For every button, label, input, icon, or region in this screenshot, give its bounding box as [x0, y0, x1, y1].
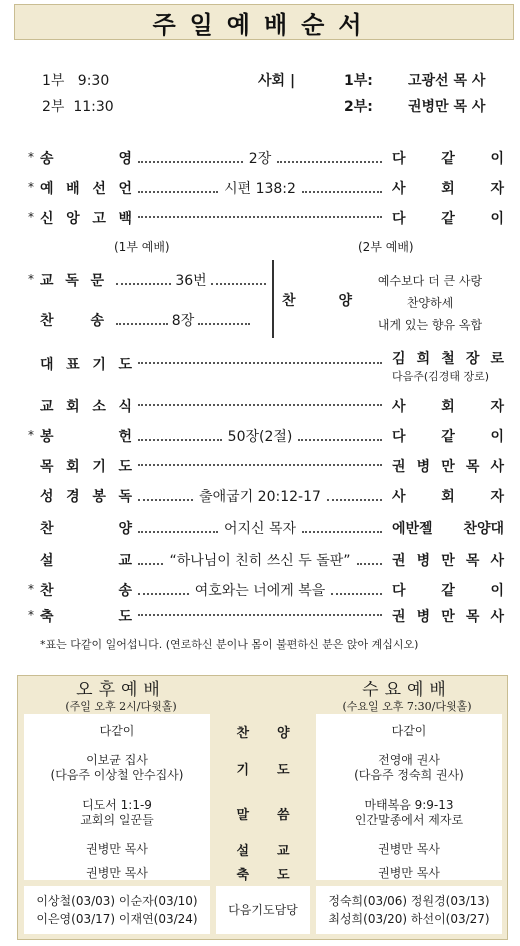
wednesday-service-title: 수요예배 [362, 680, 452, 700]
dotted-leader [211, 275, 266, 285]
char: 설 [40, 553, 54, 569]
char: 사 [392, 181, 406, 197]
anthem-line: 찬양하세 [406, 296, 454, 310]
hymn-name [40, 310, 104, 330]
char: 이 [490, 211, 504, 227]
anthem-lines [360, 270, 500, 336]
order-item-value: 여호와는 너에게 복을 [194, 583, 326, 599]
second-service-label: 2부 [42, 99, 65, 115]
first-service-header: (1부 예배) [114, 240, 170, 254]
dotted-leader [116, 315, 168, 325]
char: 헌 [118, 429, 132, 445]
char: 예 [40, 181, 54, 197]
dotted-leader [302, 183, 382, 193]
char: 이 [490, 151, 504, 167]
char: 이 [490, 583, 504, 599]
order-item-detail [136, 550, 384, 570]
char: 송 [90, 313, 104, 329]
order-item-value: 어지신 목자 [223, 521, 297, 537]
dotted-leader [357, 555, 382, 565]
anthem-line: 내게 있는 향유 옥합 [377, 318, 483, 332]
dotted-leader [331, 585, 382, 595]
char: 자 [490, 181, 504, 197]
char: 축 [236, 867, 249, 883]
standing-marker: * [28, 180, 34, 194]
order-item-detail [136, 456, 384, 466]
char: 권 [392, 609, 406, 625]
cell-line: 권병만 목사 [86, 841, 148, 856]
char: 사 [490, 609, 504, 625]
confession-value: 36번 [175, 273, 207, 289]
char: 축 [40, 609, 54, 625]
char: 문 [90, 273, 104, 289]
cell-line: 권병만 목사 [378, 865, 440, 880]
order-row [0, 208, 520, 230]
order-row [0, 606, 520, 628]
cell-line: 인간말종에서 제자로 [354, 813, 464, 827]
order-item-name [40, 354, 132, 374]
char: 회 [66, 399, 80, 415]
second-service-time [42, 96, 114, 116]
char: 로 [490, 351, 504, 367]
char: 성 [40, 489, 54, 505]
leader-next-week: 다음주(김경태 장로) [392, 370, 490, 383]
order-row [0, 178, 520, 200]
char: 찬 [40, 521, 54, 537]
order-item-name [40, 550, 132, 570]
order-row [0, 426, 520, 448]
char: 말 [236, 807, 249, 823]
cell-line: 권병만 목사 [378, 841, 440, 856]
char: 양 [338, 293, 352, 309]
confession-star: * [28, 272, 34, 286]
char: 회 [66, 459, 80, 475]
cell-line: 교회의 일꾼들 [80, 813, 154, 827]
order-item-leader [392, 606, 504, 626]
char: 설 [236, 843, 249, 859]
first-service-clock: 9:30 [77, 73, 110, 89]
char: 회 [441, 399, 455, 415]
char: 양 [277, 725, 290, 741]
wednesday-cell [316, 862, 502, 884]
char: 김 [392, 351, 406, 367]
order-item-name [40, 426, 132, 446]
char: 교 [118, 553, 132, 569]
char: 선 [92, 181, 106, 197]
dotted-leader [138, 354, 382, 364]
dotted-leader [138, 606, 382, 616]
char: 봉 [40, 429, 54, 445]
table-row-label [215, 716, 311, 746]
order-item-detail [136, 208, 384, 218]
confession-name [40, 270, 104, 290]
char: 독 [118, 489, 132, 505]
char: 이 [490, 429, 504, 445]
order-item-detail [136, 486, 384, 506]
char: 권 [392, 553, 406, 569]
char: 같 [441, 583, 455, 599]
wednesday-cell [316, 790, 502, 836]
order-item-detail [136, 354, 384, 364]
dotted-leader [138, 555, 163, 565]
char: 대 [40, 357, 54, 373]
dotted-leader [198, 315, 250, 325]
confession-value-row [116, 270, 266, 290]
afternoon-cell [24, 834, 210, 864]
afternoon-service-title: 오후예배 [76, 680, 166, 700]
char: 표 [66, 357, 80, 373]
char: 같 [441, 151, 455, 167]
char: 언 [118, 181, 132, 197]
leader-word: 에반젤 [392, 521, 433, 537]
presider-first-name: 고광선 목 사 [408, 73, 486, 89]
presider-second-name: 권병만 목 사 [408, 99, 486, 115]
char: 병 [416, 609, 431, 625]
char: 찬 [236, 725, 249, 741]
char: 양 [118, 521, 132, 537]
wednesday-cell [316, 716, 502, 746]
char: 사 [490, 459, 504, 475]
order-item-detail [136, 580, 384, 600]
dotted-leader [302, 523, 382, 533]
char: 식 [118, 399, 132, 415]
hymn-value: 8장 [171, 313, 195, 329]
standing-marker: * [28, 210, 34, 224]
table-row-label [215, 862, 311, 884]
order-item-name [40, 396, 132, 416]
presider-separator: | [289, 73, 296, 89]
dotted-leader [277, 153, 382, 163]
order-row [0, 550, 520, 572]
dotted-leader [298, 431, 382, 441]
standing-marker: * [28, 582, 34, 596]
afternoon-cell [24, 744, 210, 792]
char: 회 [441, 489, 455, 505]
char: 신 [40, 211, 54, 227]
weekday-service-table [17, 675, 508, 940]
order-item-name [40, 178, 132, 198]
char: 사 [490, 553, 504, 569]
char: 사 [392, 399, 406, 415]
hymn-value-row [116, 310, 250, 330]
order-item-detail [136, 606, 384, 616]
char: 목 [465, 609, 480, 625]
char: 다 [392, 583, 406, 599]
char: 장 [465, 351, 480, 367]
first-service-time [42, 70, 109, 90]
char: 도 [118, 357, 132, 373]
char: 도 [277, 867, 290, 883]
footer-right-names [316, 892, 502, 928]
char: 앙 [66, 211, 80, 227]
order-item-value: 시편 138:2 [224, 181, 296, 197]
char: 자 [490, 489, 504, 505]
second-service-clock: 11:30 [73, 99, 114, 115]
order-item-detail [136, 396, 384, 406]
prayer-schedule-line: 이은영(03/17) 이재연(03/24) [36, 912, 198, 926]
char: 만 [441, 609, 455, 625]
cell-line: 전영애 권사 [378, 753, 440, 767]
table-row-label [215, 834, 311, 864]
standing-marker: * [28, 608, 34, 622]
order-item-name [40, 486, 132, 506]
char: 다 [392, 151, 406, 167]
anthem-line: 예수보다 더 큰 사랑 [377, 274, 483, 288]
presider-second-label: 2부: [344, 99, 373, 115]
char: 소 [92, 399, 106, 415]
wednesday-service-header [314, 680, 500, 713]
cell-line: (다음주 이상철 안수집사) [50, 768, 184, 782]
dotted-leader [327, 491, 382, 501]
char: 찬 [282, 293, 296, 309]
order-item-detail [136, 518, 384, 538]
order-item-value: 50장(2절) [227, 429, 293, 445]
dotted-leader [138, 523, 218, 533]
order-item-name [40, 208, 132, 228]
cell-line: 다같이 [391, 723, 427, 738]
dotted-leader [138, 456, 382, 466]
char: 기 [92, 459, 106, 475]
char: 병 [416, 459, 431, 475]
afternoon-cell [24, 862, 210, 884]
standing-marker: * [28, 150, 34, 164]
order-row [0, 456, 520, 478]
afternoon-service-header [28, 680, 214, 713]
char: 교 [40, 399, 54, 415]
order-row [0, 148, 520, 170]
char: 백 [118, 211, 132, 227]
order-row [0, 396, 520, 418]
standing-note: *표는 다같이 일어섭니다. (연로하신 분이나 몸이 불편하신 분은 앉아 계십시오) [40, 638, 419, 651]
order-item-leader [392, 348, 504, 384]
char: 회 [441, 181, 455, 197]
dotted-leader [138, 396, 382, 406]
order-item-name [40, 148, 132, 168]
presider-label-text: 사회 [258, 73, 286, 89]
order-item-leader [392, 486, 504, 506]
order-item-value: “하나님이 친히 쓰신 두 돌판” [169, 553, 351, 569]
char: 만 [441, 459, 455, 475]
dotted-leader [138, 153, 243, 163]
order-item-leader [392, 580, 504, 600]
split-divider [272, 260, 274, 338]
order-item-leader [392, 456, 504, 476]
order-item-detail [136, 426, 384, 446]
char: 목 [465, 459, 480, 475]
order-item-name [40, 580, 132, 600]
order-row [0, 580, 520, 602]
order-row [0, 518, 520, 540]
char: 희 [416, 351, 431, 367]
char: 기 [92, 357, 106, 373]
afternoon-cell [24, 790, 210, 836]
char: 고 [92, 211, 106, 227]
leader-word: 찬양대 [463, 521, 504, 537]
wednesday-cell [316, 744, 502, 792]
char: 찬 [40, 313, 54, 329]
cell-line: 디도서 1:1-9 [82, 798, 152, 812]
order-item-leader [392, 396, 504, 416]
order-item-value: 출애굽기 20:12-17 [199, 489, 321, 505]
prayer-schedule-line: 최성희(03/20) 하선이(03/27) [328, 912, 490, 926]
order-row [0, 351, 520, 383]
char: 독 [65, 273, 79, 289]
char: 권 [392, 459, 406, 475]
char: 목 [40, 459, 54, 475]
char: 송 [118, 583, 132, 599]
leader-name [392, 348, 504, 368]
presider-first-label: 1부: [344, 73, 373, 89]
footer-label: 다음기도담당 [228, 903, 298, 917]
char: 다 [392, 429, 406, 445]
dotted-leader [138, 491, 193, 501]
char: 다 [392, 211, 406, 227]
order-item-leader [392, 178, 504, 198]
dotted-leader [116, 275, 171, 285]
char: 교 [40, 273, 54, 289]
char: 만 [441, 553, 455, 569]
footer-left-names [24, 892, 210, 928]
dotted-leader [138, 585, 189, 595]
order-item-name [40, 518, 132, 538]
char: 도 [118, 609, 132, 625]
table-row-label [215, 744, 311, 792]
char: 배 [66, 181, 80, 197]
dotted-leader [138, 431, 222, 441]
afternoon-service-subtitle: (주일 오후 2시/다윗홀) [65, 700, 177, 713]
order-item-name [40, 606, 132, 626]
dotted-leader [138, 208, 382, 218]
order-item-detail [136, 178, 384, 198]
wednesday-cell [316, 834, 502, 864]
char: 같 [441, 211, 455, 227]
char: 자 [490, 399, 504, 415]
cell-line: (다음주 정숙희 권사) [354, 768, 464, 782]
char: 사 [392, 489, 406, 505]
table-row-label [215, 790, 311, 836]
order-item-leader [392, 550, 504, 570]
order-item-leader [392, 208, 504, 228]
cell-line: 이보균 집사 [86, 753, 148, 767]
char: 목 [465, 553, 480, 569]
order-item-leader [392, 426, 504, 446]
cell-line: 마태복음 9:9-13 [364, 798, 454, 812]
prayer-schedule-line: 정숙희(03/06) 정원경(03/13) [328, 894, 490, 908]
order-row [0, 486, 520, 508]
char: 송 [40, 151, 54, 167]
order-item-detail [136, 148, 384, 168]
cell-line: 권병만 목사 [86, 865, 148, 880]
anthem-label [282, 290, 352, 310]
char: 도 [277, 762, 290, 778]
char: 교 [277, 843, 290, 859]
dotted-leader [138, 183, 218, 193]
char: 씀 [277, 807, 290, 823]
afternoon-cell [24, 716, 210, 746]
second-service-header: (2부 예배) [358, 240, 414, 254]
wednesday-service-subtitle: (수요일 오후 7:30/다윗홀) [342, 700, 472, 713]
char: 봉 [92, 489, 106, 505]
prayer-schedule-line: 이상철(03/03) 이순자(03/10) [36, 894, 198, 908]
char: 같 [441, 429, 455, 445]
page-title: 주일예배순서 [14, 4, 514, 40]
char: 병 [416, 553, 431, 569]
char: 경 [66, 489, 80, 505]
order-item-name [40, 456, 132, 476]
char: 도 [118, 459, 132, 475]
cell-line: 다같이 [99, 723, 135, 738]
presider-label [258, 70, 295, 90]
standing-marker: * [28, 428, 34, 442]
first-service-label: 1부 [42, 73, 65, 89]
char: 찬 [40, 583, 54, 599]
char: 영 [118, 151, 132, 167]
order-item-leader [392, 148, 504, 168]
char: 기 [236, 762, 249, 778]
order-item-value: 2장 [248, 151, 272, 167]
order-item-leader [392, 518, 504, 538]
char: 철 [441, 351, 455, 367]
